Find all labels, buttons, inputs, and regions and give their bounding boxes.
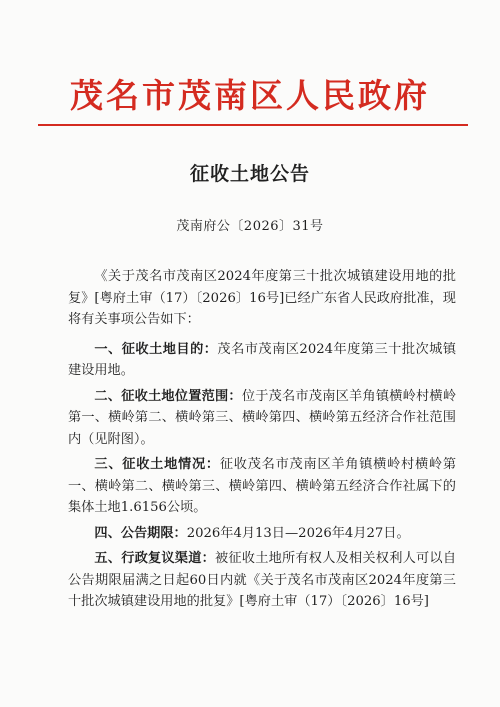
section-text: 2026年4月13日—2026年4月27日。 [186,525,410,541]
document-number: 茂南府公〔2026〕31号 [176,219,324,234]
section-heading: 四、公告期限： [94,525,187,541]
section-text: 征收茂名市茂南区羊角镇横岭村横岭第一、横岭第二、横岭第三、横岭第四、横岭第五经济合作社属下的集体土地1.6156公顷。 [68,457,457,515]
document-body [68,266,456,617]
intro-paragraph: 《关于茂名市茂南区2024年度第三十批次城镇建设用地的批复》[粤府土审（17）〔2026〕16号]已经广东省人民政府批准，现将有关事项公告如下： [68,269,456,327]
section-appeal-channel [68,548,456,613]
issuer-header: 茂名市茂南区人民政府 [70,76,430,115]
red-divider-line [38,124,468,126]
section-text: 位于茂名市茂南区羊角镇横岭村横岭第一、横岭第二、横岭第三、横岭第四、横岭第五经济合作社范围内（见附图）。 [68,388,457,447]
section-heading: 三、征收土地情况： [94,457,220,472]
section-location [68,386,456,451]
section-notice-period [68,523,456,545]
section-purpose [68,339,456,382]
section-heading: 五、行政复议渠道： [94,551,215,566]
section-land-status [68,454,456,519]
section-heading: 一、征收土地目的： [94,341,218,357]
section-heading: 二、征收土地位置范围： [94,388,242,404]
section-text: 被征收土地所有权人及相关权利人可以自公告期限届满之日起60日内就《关于茂名市茂南区2024年度第三十批次城镇建设用地的批复》[粤府土审（17）〔2026〕16号] [68,551,457,609]
section-text: 茂名市茂南区2024年度第三十批次城镇建设用地。 [68,341,457,378]
document-title: 征收土地公告 [189,163,310,185]
